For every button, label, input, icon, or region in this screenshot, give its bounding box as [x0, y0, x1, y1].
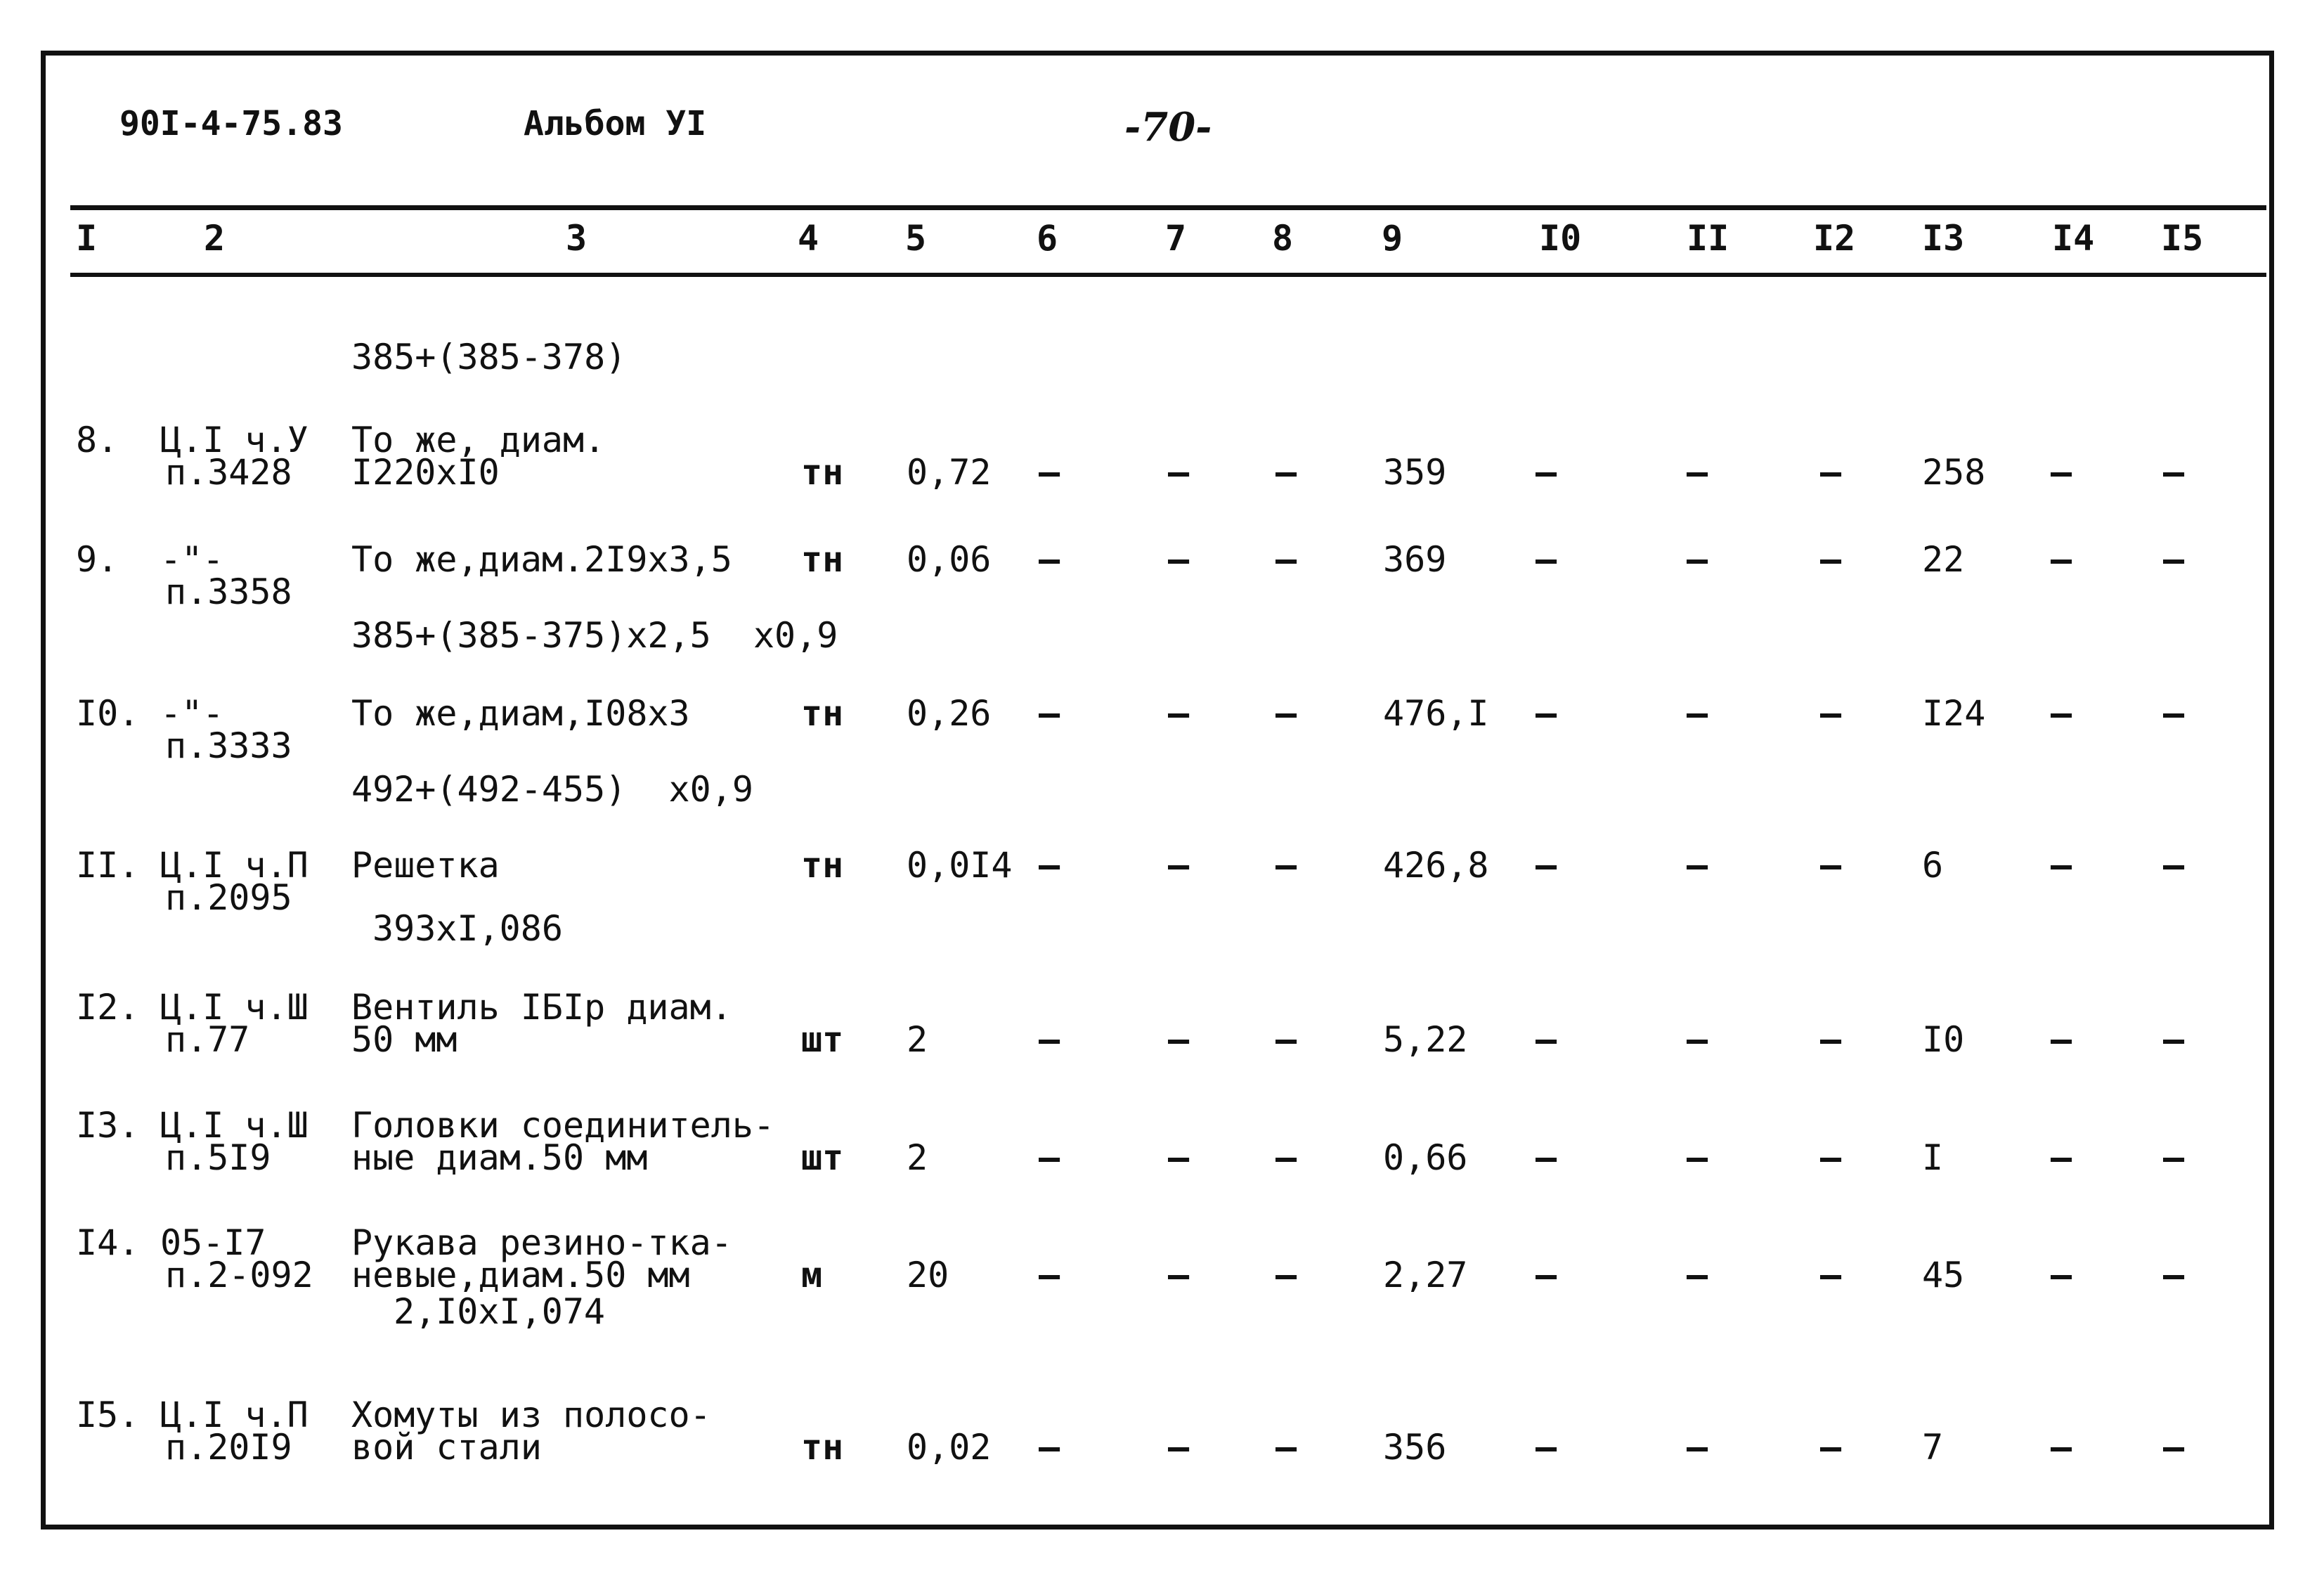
- empty-cell-dash: –: [1275, 452, 1297, 493]
- price-formula: 2,I0xI,074: [394, 1291, 606, 1332]
- empty-cell-dash: –: [1275, 1019, 1297, 1060]
- unit: тн: [801, 539, 844, 580]
- empty-cell-dash: –: [1275, 693, 1297, 734]
- item-name: Хомуты из полосо-: [351, 1395, 711, 1435]
- empty-cell-dash: –: [2051, 452, 2072, 493]
- empty-cell-dash: –: [1687, 1427, 1708, 1468]
- empty-cell-dash: –: [2051, 1255, 2072, 1295]
- unit-price: 369: [1383, 539, 1447, 580]
- empty-cell-dash: –: [1536, 845, 1557, 886]
- unit: шт: [801, 1019, 844, 1060]
- column-number: I4: [2052, 218, 2095, 259]
- item-name: То же, диам.: [351, 420, 606, 460]
- price-item: п.2-092: [165, 1255, 313, 1295]
- empty-cell-dash: –: [1536, 1255, 1557, 1295]
- column-number: 7: [1165, 218, 1187, 259]
- column-number: I2: [1813, 218, 1856, 259]
- empty-cell-dash: –: [1820, 1427, 1842, 1468]
- empty-cell-dash: –: [1820, 845, 1842, 886]
- empty-cell-dash: –: [1275, 1255, 1297, 1295]
- page-number: -70-: [1124, 104, 1212, 150]
- unit-price: 359: [1383, 452, 1447, 493]
- row-number: I4.: [76, 1222, 140, 1263]
- empty-cell-dash: –: [1039, 693, 1060, 734]
- quantity: 0,26: [907, 693, 992, 734]
- album-label: Альбом УI: [524, 104, 707, 143]
- row-number: 8.: [76, 420, 119, 460]
- column-number: I: [76, 218, 98, 259]
- unit: шт: [801, 1137, 844, 1178]
- row-number: I5.: [76, 1395, 140, 1435]
- empty-cell-dash: –: [1536, 452, 1557, 493]
- empty-cell-dash: –: [1536, 1427, 1557, 1468]
- document-code: 90I-4-75.83: [119, 104, 343, 143]
- empty-cell-dash: –: [1820, 452, 1842, 493]
- empty-cell-dash: –: [2163, 845, 2185, 886]
- empty-cell-dash: –: [1039, 452, 1060, 493]
- row-number: I2.: [76, 987, 140, 1028]
- price-item: п.3428: [165, 452, 292, 493]
- unit: м: [801, 1255, 823, 1295]
- total-cost: 258: [1922, 452, 1986, 493]
- unit-price: 0,66: [1383, 1137, 1468, 1178]
- unit-price: 5,22: [1383, 1019, 1468, 1060]
- empty-cell-dash: –: [1039, 845, 1060, 886]
- item-name-continued: ные диам.50 мм: [351, 1137, 648, 1178]
- empty-cell-dash: –: [2051, 845, 2072, 886]
- quantity: 20: [907, 1255, 949, 1295]
- empty-cell-dash: –: [1820, 1255, 1842, 1295]
- price-reference: Ц.I ч.Ш: [160, 1105, 309, 1146]
- empty-cell-dash: –: [1820, 1019, 1842, 1060]
- total-cost: 7: [1922, 1427, 1944, 1468]
- empty-cell-dash: –: [1687, 693, 1708, 734]
- empty-cell-dash: –: [1536, 539, 1557, 580]
- item-name-continued: I220xI0: [351, 452, 500, 493]
- quantity: 0,06: [907, 539, 992, 580]
- column-number: I3: [1922, 218, 1965, 259]
- price-reference: Ц.I ч.У: [160, 420, 309, 460]
- unit-price: 476,I: [1383, 693, 1489, 734]
- empty-cell-dash: –: [1820, 539, 1842, 580]
- empty-cell-dash: –: [1168, 1255, 1190, 1295]
- empty-cell-dash: –: [1168, 1137, 1190, 1178]
- price-item: п.3358: [165, 571, 292, 612]
- empty-cell-dash: –: [1275, 845, 1297, 886]
- column-number: I0: [1539, 218, 1582, 259]
- empty-cell-dash: –: [2163, 452, 2185, 493]
- empty-cell-dash: –: [2051, 1427, 2072, 1468]
- empty-cell-dash: –: [2163, 1255, 2185, 1295]
- price-item: п.2095: [165, 877, 292, 918]
- column-number: 4: [798, 218, 819, 259]
- total-cost: 22: [1922, 539, 1965, 580]
- column-number: 3: [566, 218, 588, 259]
- empty-cell-dash: –: [1168, 845, 1190, 886]
- total-cost: 6: [1922, 845, 1944, 886]
- item-name: Рукава резино-тка-: [351, 1222, 732, 1263]
- empty-cell-dash: –: [1039, 1137, 1060, 1178]
- empty-cell-dash: –: [1168, 693, 1190, 734]
- quantity: 0,72: [907, 452, 992, 493]
- price-reference: Ц.I ч.П: [160, 1395, 309, 1435]
- empty-cell-dash: –: [2163, 1427, 2185, 1468]
- item-name-continued: 50 мм: [351, 1019, 457, 1060]
- row-number: II.: [76, 845, 140, 886]
- empty-cell-dash: –: [1820, 1137, 1842, 1178]
- empty-cell-dash: –: [2163, 539, 2185, 580]
- column-number: 8: [1272, 218, 1294, 259]
- empty-cell-dash: –: [1687, 1137, 1708, 1178]
- unit-price: 356: [1383, 1427, 1447, 1468]
- item-name: То же,диам.2I9x3,5: [351, 539, 732, 580]
- unit-price: 426,8: [1383, 845, 1489, 886]
- quantity: 0,02: [907, 1427, 992, 1468]
- item-name: То же,диам,I08x3: [351, 693, 690, 734]
- item-name-continued: вой стали: [351, 1427, 542, 1468]
- empty-cell-dash: –: [2051, 693, 2072, 734]
- empty-cell-dash: –: [2163, 1137, 2185, 1178]
- empty-cell-dash: –: [1168, 1427, 1190, 1468]
- column-number: 2: [204, 218, 226, 259]
- total-cost: I24: [1922, 693, 1986, 734]
- empty-cell-dash: –: [1168, 539, 1190, 580]
- unit: тн: [801, 1427, 844, 1468]
- empty-cell-dash: –: [2051, 1019, 2072, 1060]
- price-formula: 492+(492-455) x0,9: [351, 769, 753, 810]
- empty-cell-dash: –: [2051, 1137, 2072, 1178]
- price-item: п.77: [165, 1019, 250, 1060]
- empty-cell-dash: –: [1039, 1255, 1060, 1295]
- quantity: 0,0I4: [907, 845, 1013, 886]
- unit: тн: [801, 845, 844, 886]
- empty-cell-dash: –: [1536, 1137, 1557, 1178]
- empty-cell-dash: –: [1687, 845, 1708, 886]
- column-number: 5: [905, 218, 927, 259]
- empty-cell-dash: –: [1275, 1427, 1297, 1468]
- preface-formula: 385+(385-378): [351, 337, 627, 377]
- total-cost: I0: [1922, 1019, 1965, 1060]
- empty-cell-dash: –: [1536, 693, 1557, 734]
- row-number: 9.: [76, 539, 119, 580]
- empty-cell-dash: –: [1687, 1255, 1708, 1295]
- item-name-continued: невые,диам.50 мм: [351, 1255, 690, 1295]
- unit-price: 2,27: [1383, 1255, 1468, 1295]
- empty-cell-dash: –: [1687, 539, 1708, 580]
- price-reference: -"-: [160, 539, 224, 580]
- price-item: п.5I9: [165, 1137, 271, 1178]
- quantity: 2: [907, 1137, 928, 1178]
- empty-cell-dash: –: [2163, 693, 2185, 734]
- empty-cell-dash: –: [1687, 452, 1708, 493]
- empty-cell-dash: –: [1275, 1137, 1297, 1178]
- total-cost: 45: [1922, 1255, 1965, 1295]
- empty-cell-dash: –: [1536, 1019, 1557, 1060]
- column-number: 9: [1382, 218, 1403, 259]
- row-number: I0.: [76, 693, 140, 734]
- column-number: 6: [1037, 218, 1058, 259]
- header-rule-top: [70, 205, 2266, 210]
- item-name: Решетка: [351, 845, 500, 886]
- empty-cell-dash: –: [1820, 693, 1842, 734]
- empty-cell-dash: –: [2163, 1019, 2185, 1060]
- empty-cell-dash: –: [2051, 539, 2072, 580]
- price-item: п.3333: [165, 725, 292, 766]
- price-reference: 05-I7: [160, 1222, 266, 1263]
- column-number: II: [1687, 218, 1729, 259]
- row-number: I3.: [76, 1105, 140, 1146]
- price-item: п.20I9: [165, 1427, 292, 1468]
- price-formula: 393xI,086: [372, 908, 563, 949]
- quantity: 2: [907, 1019, 928, 1060]
- total-cost: I: [1922, 1137, 1944, 1178]
- empty-cell-dash: –: [1039, 1019, 1060, 1060]
- header-rule-bottom: [70, 273, 2266, 277]
- item-name: Головки соединитель-: [351, 1105, 775, 1146]
- unit: тн: [801, 452, 844, 493]
- column-number: I5: [2161, 218, 2204, 259]
- empty-cell-dash: –: [1039, 539, 1060, 580]
- unit: тн: [801, 693, 844, 734]
- item-name: Вентиль IБIр диам.: [351, 987, 732, 1028]
- empty-cell-dash: –: [1039, 1427, 1060, 1468]
- price-reference: Ц.I ч.П: [160, 845, 309, 886]
- price-reference: -"-: [160, 693, 224, 734]
- empty-cell-dash: –: [1275, 539, 1297, 580]
- empty-cell-dash: –: [1687, 1019, 1708, 1060]
- empty-cell-dash: –: [1168, 452, 1190, 493]
- price-reference: Ц.I ч.Ш: [160, 987, 309, 1028]
- empty-cell-dash: –: [1168, 1019, 1190, 1060]
- price-formula: 385+(385-375)x2,5 x0,9: [351, 615, 838, 656]
